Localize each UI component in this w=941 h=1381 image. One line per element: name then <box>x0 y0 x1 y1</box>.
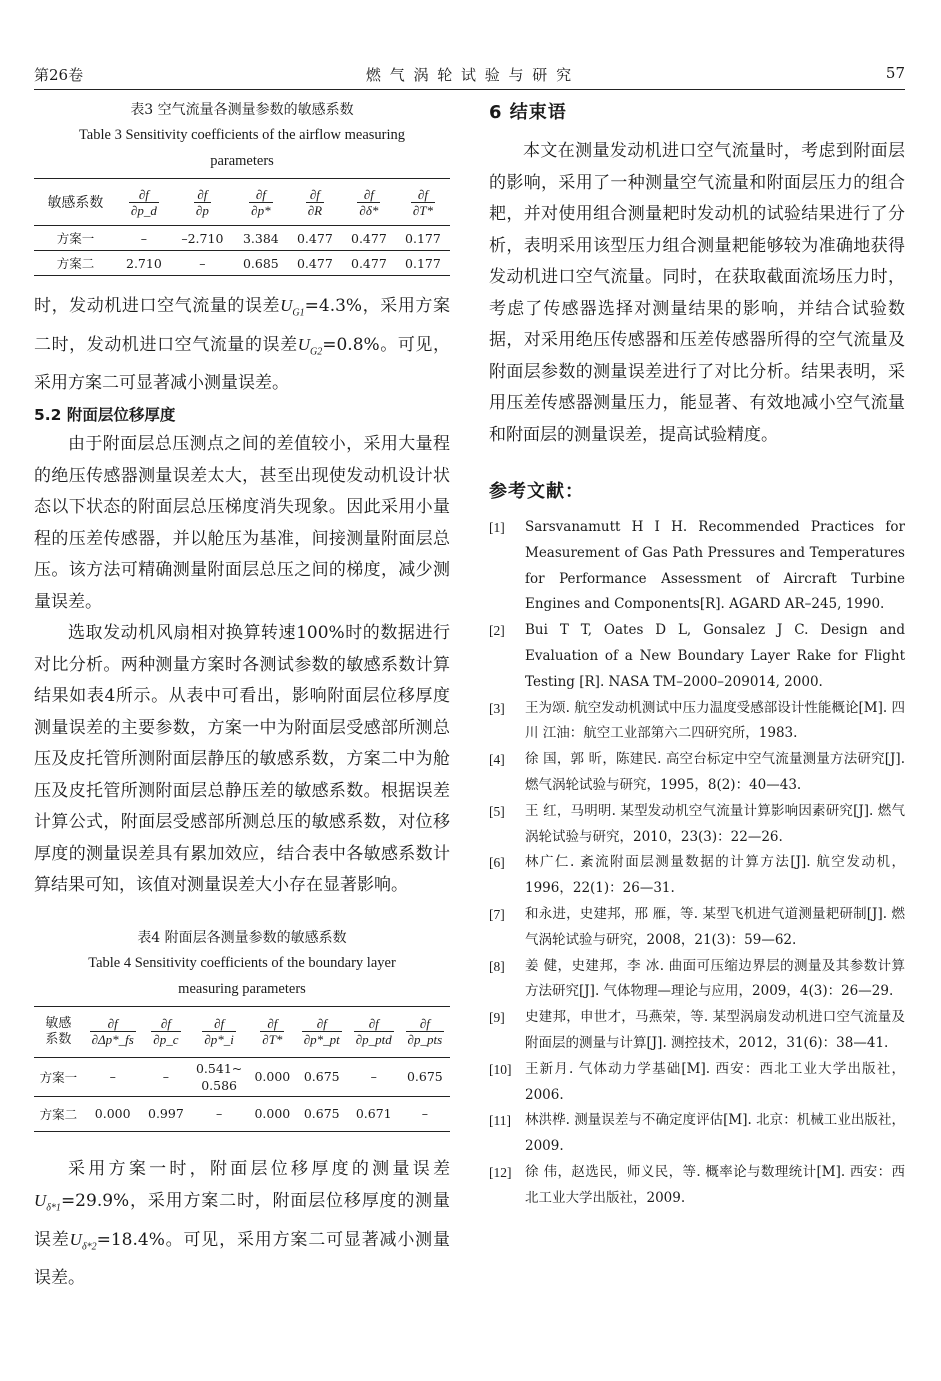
left-column <box>34 98 450 1295</box>
table-cell: 0.675 <box>303 1106 340 1122</box>
row-label: 方案二 <box>56 256 95 271</box>
table-row <box>34 1096 450 1131</box>
reference-item <box>489 515 905 618</box>
table-cell: 0.477 <box>351 230 387 246</box>
table3-col: $\frac{\partial f}{\partial p}$ <box>195 186 209 218</box>
table-cell: –2.710 <box>181 230 224 246</box>
reference-item <box>489 1057 905 1109</box>
reference-item <box>489 902 905 954</box>
paragraph: 时，发动机进口空气流量的误差$U_{G1}=4.3\%$，采用方案二时，发动机进口空气流量的误差$U_{G2}=0.8\%$。可见，采用方案二可显著减小测量误差。 <box>34 296 451 393</box>
table-cell: 0.000 <box>94 1106 131 1122</box>
table-cell: 0.541~ 0.586 <box>195 1060 243 1093</box>
table-cell: – <box>162 1069 170 1085</box>
table-cell: 0.000 <box>254 1069 291 1085</box>
table-cell: 0.177 <box>405 255 441 271</box>
reference-text: 王为颂. 航空发动机测试中压力温度受感部设计性能概论[M]. 四川 江油：航空工业部第六二四研究所，1983. <box>525 699 905 742</box>
volume-label: 第26卷 <box>34 66 84 84</box>
references-heading: 参考文献： <box>489 481 584 502</box>
table3-header-label: 敏感系数 <box>47 195 104 211</box>
reference-text: Sarsvanamutt H I H. Recommended Practices for Measurement of Gas Path Pressures and Temperatures for Performance Assessment of Aircraft Turbine Engines and Components[R]. AGARD AR–245, 1990. <box>525 519 905 613</box>
reference-number: [7] <box>489 906 505 922</box>
table-cell: 2.710 <box>126 255 162 271</box>
reference-text: 林广仁. 紊流附面层测量数据的计算方法[J]. 航空发动机，1996，22(1)：26—31. <box>525 854 905 897</box>
section-heading: 6 结束语 <box>489 102 567 123</box>
table3-col: $\frac{\partial f}{\partial R}$ <box>307 186 323 218</box>
table3-col: $\frac{\partial f}{\partial T*}$ <box>412 186 434 218</box>
reference-number: [6] <box>489 855 505 871</box>
paragraph: 由于附面层总压测点之间的差值较小，采用大量程的绝压传感器测量误差太大，甚至出现使发动机设计状态以下状态的附面层总压梯度消失现象。因此采用小量程的压差传感器，并以舱压为基准，间接测量附面层总压。该方法可精确测量附面层总压之间的梯度，减少测量误差。 <box>34 434 450 612</box>
paragraph: 采用方案一时，附面层位移厚度的测量误差$U_{\delta*1}=29.9\%$，采用方案二时，附面层位移厚度的测量误差$U_{\delta*2}=18.4\%$。可见，采用方案二可显著减小测量误差。 <box>34 1158 451 1289</box>
reference-text: 徐 伟，赵选民，师义民，等. 概率论与数理统计[M]. 西安：西北工业大学出版社，2009. <box>525 1163 905 1206</box>
table-cell: – <box>109 1069 116 1085</box>
table-cell: – <box>370 1069 377 1085</box>
table-cell: 0.997 <box>148 1106 184 1122</box>
reference-number: [4] <box>489 752 505 768</box>
running-header <box>34 64 905 86</box>
table-cell: 0.671 <box>355 1106 392 1122</box>
header-rule <box>34 89 905 90</box>
section-heading: 5.2 附面层位移厚度 <box>34 406 176 425</box>
table3 <box>34 178 450 276</box>
table4-col: $\frac{\partial f}{\partial\Delta p*\_fs}$ <box>91 1016 134 1048</box>
reference-number: [5] <box>489 803 505 819</box>
table-cell: – <box>140 230 148 246</box>
table4-col: $\frac{\partial f}{\partial p*\_i}$ <box>204 1016 234 1048</box>
reference-number: [2] <box>489 623 505 639</box>
table-row <box>34 251 450 276</box>
table-cell: 0.477 <box>351 255 387 271</box>
table-row <box>34 226 450 251</box>
table3-caption-cn: 表3 空气流量各测量参数的敏感系数 <box>130 102 354 118</box>
reference-item <box>489 850 905 902</box>
table3-caption-en: Table 3 Sensitivity coefficients of the airflow measuring parameters <box>78 127 406 169</box>
row-label: 方案一 <box>56 231 95 246</box>
reference-text: 徐 国，郭 昕，陈建民. 高空台标定中空气流量测量方法研究[J]. 燃气涡轮试验与研究，1995，8(2)：40—43. <box>525 751 905 793</box>
table4-caption-en: Table 4 Sensitivity coefficients of the boundary layer measuring parameters <box>88 954 396 997</box>
table3-col: $\frac{\partial f}{\partial p*}$ <box>251 186 271 218</box>
reference-text: 史建邦，申世才，马燕荣，等. 某型涡扇发动机进口空气流量及附面层的测量与计算[J]. 测控技术，2012，31(6)：38—41. <box>525 1009 905 1051</box>
reference-number: [11] <box>489 1113 511 1129</box>
table-cell: 3.384 <box>242 230 279 246</box>
reference-text: 王 红，马明明. 某型发动机空气流量计算影响因素研究[J]. 燃气涡轮试验与研究，2010，23(3)：22—26. <box>525 802 905 845</box>
reference-text: 和永进，史建邦，邢 雁，等. 某型飞机进气道测量耙研制[J]. 燃气涡轮试验与研究，2008，21(3)：59—62. <box>525 905 905 948</box>
reference-number: [10] <box>489 1061 512 1077</box>
reference-number: [8] <box>489 958 505 974</box>
table4 <box>34 1006 450 1132</box>
table-cell: 0.177 <box>405 230 441 246</box>
table-cell: – <box>199 255 206 271</box>
table4-header-row <box>34 1006 450 1057</box>
reference-item <box>489 954 905 1006</box>
reference-item <box>489 1005 905 1057</box>
table4-col: $\frac{\partial f}{\text{∂p\_ptd}}$ <box>355 1016 392 1048</box>
reference-text: Bui T T, Oates D L, Gonsalez J C. Design and Evaluation of a New Boundary Layer Rake for Flight Testing [R]. NASA TM–2000–209014, 2000. <box>525 622 905 690</box>
reference-text: 姜 健，史建邦，李 冰. 曲面可压缩边界层的测量及其参数计算方法研究[J]. 气体物理—理论与应用，2009，4(3)：26—29. <box>525 957 905 1000</box>
reference-number: [12] <box>489 1164 512 1180</box>
table-row <box>34 1057 450 1096</box>
table-cell: 0.477 <box>296 230 333 246</box>
table-cell: – <box>421 1106 428 1122</box>
reference-list <box>489 515 905 1212</box>
right-column <box>489 98 905 1212</box>
reference-item <box>489 1160 905 1212</box>
table3-col: $\frac{\partial f}{\partial\delta*}$ <box>359 186 379 218</box>
table-cell: 0.685 <box>242 255 279 271</box>
reference-text: 林洪桦. 测量误差与不确定度评估[M]. 北京：机械工业出版社，2009. <box>525 1112 905 1155</box>
table3-col: $\frac{\partial f}{\partial p\_d}$ <box>130 186 157 218</box>
table4-col: $\frac{\partial f}{\partial p\_c}$ <box>153 1016 179 1048</box>
table-cell: 0.675 <box>406 1069 443 1085</box>
reference-item <box>489 618 905 695</box>
reference-text: 王新月. 气体动力学基础[M]. 西安：西北工业大学出版社，2006. <box>525 1060 905 1103</box>
table-cell: 0.675 <box>303 1069 340 1085</box>
table-cell: 0.000 <box>254 1106 291 1122</box>
table-cell: 0.477 <box>296 255 333 271</box>
row-label: 方案二 <box>39 1106 78 1122</box>
table4-caption-cn: 表4 附面层各测量参数的敏感系数 <box>137 929 347 946</box>
reference-number: [1] <box>489 520 505 535</box>
paragraph: 本文在测量发动机进口空气流量时，考虑到附面层的影响，采用了一种测量空气流量和附面层压力的组合耙，并对使用组合测量耙时发动机的试验结果进行了分析，表明采用该型压力组合测量耙能够较为准确地获得发动机进口空气流量。同时，在获取截面流场压力时，考虑了传感器选择对测量结果的影响，并结合试验数据，对采用绝压传感器和压差传感器所得的空气流量及附面层参数的测量误差进行了对比分析。结果表明，采用压差传感器测量压力，能显著、有效地减小空气流量和附面层的测量误差，提高试验精度。 <box>489 141 905 445</box>
page-number: 57 <box>885 64 905 82</box>
reference-item <box>489 696 905 748</box>
table3-header-row <box>34 179 450 226</box>
table4-col: $\frac{\partial f}{\partial p*\_pt}$ <box>303 1016 340 1048</box>
journal-name: 燃 气 涡 轮 试 验 与 研 究 <box>365 66 574 84</box>
table4-col: $\frac{\partial f}{\text{∂p\_pts}}$ <box>407 1016 443 1048</box>
table4-col: $\frac{\partial f}{\partial T*}$ <box>262 1016 283 1048</box>
reference-number: [9] <box>489 1010 505 1026</box>
table4-header-label: 敏感 系数 <box>45 1015 72 1047</box>
reference-number: [3] <box>489 700 505 716</box>
reference-item <box>489 799 905 851</box>
reference-item <box>489 1108 905 1160</box>
table-cell: – <box>216 1106 223 1122</box>
reference-item <box>489 747 905 799</box>
row-label: 方案一 <box>39 1069 78 1085</box>
paragraph: 选取发动机风扇相对换算转速100%时的数据进行对比分析。两种测量方案时各测试参数的敏感系数计算结果如表4所示。从表中可看出，影响附面层位移厚度测量误差的主要参数，方案一中为附面层受感部所测总压及皮托管所测附面层静压的敏感系数，方案二中为舱压及皮托管所测附面层总静压差的敏感系数。根据误差计算公式，附面层受感部所测总压的敏感系数，对位移厚度的测量误差具有累加效应，结合表中各敏感系数计算结果可知，该值对测量误差大小存在显著影响。 <box>34 623 450 896</box>
